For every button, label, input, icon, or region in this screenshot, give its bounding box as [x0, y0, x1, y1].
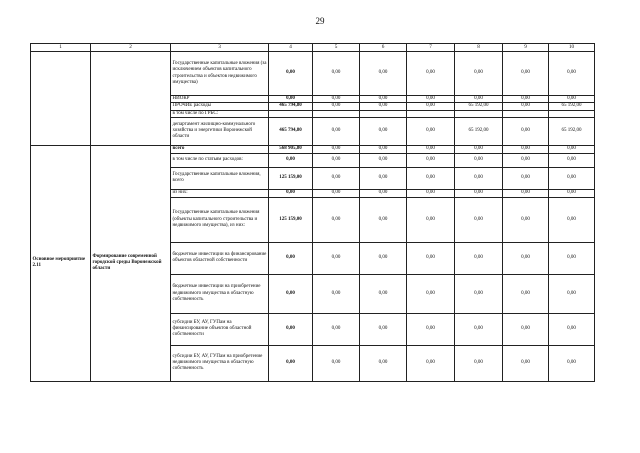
- expense-item-label: ПРОЧИЕ расходы: [171, 103, 269, 110]
- budget-table: [30, 43, 595, 382]
- amount-cell: 0,00: [503, 274, 549, 313]
- amount-cell: [313, 110, 360, 117]
- amount-cell: 0,00: [503, 242, 549, 274]
- amount-cell: 0,00: [407, 189, 455, 197]
- expense-item-label: НИОКР: [171, 96, 269, 103]
- amount-cell: 0,00: [549, 197, 595, 242]
- amount-cell: 0,00: [313, 167, 360, 189]
- total-amount-cell: 0,00: [269, 189, 313, 197]
- total-amount-cell: 125 159,00: [269, 197, 313, 242]
- amount-cell: 0,00: [503, 117, 549, 145]
- column-header: 5: [313, 44, 360, 52]
- total-amount-cell: 0,00: [269, 52, 313, 96]
- amount-cell: 0,00: [313, 145, 360, 153]
- expense-item-label: Государственные капитальные вложения (за исключением объектов капитального строительства и объектов недвижимого имущества): [171, 52, 269, 96]
- amount-cell: 65 192,00: [549, 103, 595, 110]
- amount-cell: 0,00: [313, 242, 360, 274]
- amount-cell: 65 192,00: [455, 103, 503, 110]
- amount-cell: 0,00: [360, 189, 407, 197]
- total-amount-cell: 0,00: [269, 345, 313, 381]
- expense-item-label: в том числе по ГРБС:: [171, 110, 269, 117]
- amount-cell: 0,00: [407, 103, 455, 110]
- amount-cell: 0,00: [407, 345, 455, 381]
- total-amount-cell: 0,00: [269, 96, 313, 103]
- amount-cell: [503, 110, 549, 117]
- amount-cell: 0,00: [407, 197, 455, 242]
- amount-cell: 0,00: [313, 103, 360, 110]
- total-amount-cell: 465 794,80: [269, 117, 313, 145]
- amount-cell: 0,00: [549, 189, 595, 197]
- amount-cell: 0,00: [407, 274, 455, 313]
- amount-cell: 0,00: [360, 145, 407, 153]
- amount-cell: 0,00: [549, 145, 595, 153]
- column-header: 2: [91, 44, 171, 52]
- amount-cell: 0,00: [360, 167, 407, 189]
- amount-cell: 0,00: [503, 96, 549, 103]
- section-prev-col2: [91, 52, 171, 146]
- amount-cell: 0,00: [455, 96, 503, 103]
- total-amount-cell: 568 905,80: [269, 145, 313, 153]
- section-prev-col1: [31, 52, 91, 146]
- amount-cell: 0,00: [549, 167, 595, 189]
- amount-cell: [549, 110, 595, 117]
- amount-cell: 0,00: [407, 242, 455, 274]
- amount-cell: 0,00: [313, 197, 360, 242]
- amount-cell: 0,00: [455, 145, 503, 153]
- amount-cell: 0,00: [360, 96, 407, 103]
- table-row: [31, 145, 595, 153]
- amount-cell: [360, 110, 407, 117]
- amount-cell: 0,00: [503, 197, 549, 242]
- amount-cell: 0,00: [455, 153, 503, 167]
- amount-cell: 0,00: [455, 274, 503, 313]
- amount-cell: 0,00: [313, 189, 360, 197]
- amount-cell: 0,00: [549, 52, 595, 96]
- amount-cell: 0,00: [549, 345, 595, 381]
- amount-cell: 0,00: [313, 153, 360, 167]
- amount-cell: 0,00: [503, 167, 549, 189]
- expense-item-label: бюджетные инвестиции на финансирование объектов областной собственности: [171, 242, 269, 274]
- column-header: 7: [407, 44, 455, 52]
- amount-cell: 0,00: [549, 153, 595, 167]
- total-amount-cell: 125 159,00: [269, 167, 313, 189]
- amount-cell: 0,00: [455, 313, 503, 345]
- total-amount-cell: 0,00: [269, 313, 313, 345]
- expense-item-label: субсидии БУ, АУ, ГУПам на финансирование объектов областной собственности: [171, 313, 269, 345]
- amount-cell: 0,00: [455, 189, 503, 197]
- amount-cell: 0,00: [313, 52, 360, 96]
- amount-cell: 0,00: [407, 145, 455, 153]
- amount-cell: 0,00: [407, 52, 455, 96]
- amount-cell: 0,00: [549, 274, 595, 313]
- total-amount-cell: 0,00: [269, 274, 313, 313]
- total-amount-cell: 0,00: [269, 242, 313, 274]
- amount-cell: 0,00: [407, 117, 455, 145]
- amount-cell: 0,00: [313, 117, 360, 145]
- amount-cell: 0,00: [407, 167, 455, 189]
- amount-cell: 65 192,00: [455, 117, 503, 145]
- amount-cell: 0,00: [360, 274, 407, 313]
- amount-cell: 65 192,00: [549, 117, 595, 145]
- amount-cell: 0,00: [455, 197, 503, 242]
- amount-cell: 0,00: [360, 197, 407, 242]
- expense-item-label: из них:: [171, 189, 269, 197]
- total-amount-cell: 0,00: [269, 153, 313, 167]
- measure-title: Формирование современной городской среды Воронежской области: [91, 145, 171, 381]
- amount-cell: 0,00: [503, 52, 549, 96]
- amount-cell: 0,00: [360, 153, 407, 167]
- amount-cell: 0,00: [360, 242, 407, 274]
- column-header: 10: [549, 44, 595, 52]
- amount-cell: 0,00: [313, 313, 360, 345]
- amount-cell: 0,00: [360, 52, 407, 96]
- amount-cell: 0,00: [549, 313, 595, 345]
- amount-cell: [455, 110, 503, 117]
- amount-cell: 0,00: [503, 189, 549, 197]
- column-header: 1: [31, 44, 91, 52]
- amount-cell: 0,00: [313, 345, 360, 381]
- amount-cell: [407, 110, 455, 117]
- total-amount-cell: [269, 110, 313, 117]
- amount-cell: 0,00: [503, 103, 549, 110]
- amount-cell: 0,00: [503, 345, 549, 381]
- amount-cell: 0,00: [407, 153, 455, 167]
- amount-cell: 0,00: [360, 345, 407, 381]
- column-header: 4: [269, 44, 313, 52]
- amount-cell: 0,00: [360, 103, 407, 110]
- expense-item-label: Государственные капитальные вложения, всего: [171, 167, 269, 189]
- header-row: [31, 44, 595, 52]
- expense-item-label: Государственные капитальные вложения (объекты капитального строительства и недвижимого имущества), из них:: [171, 197, 269, 242]
- amount-cell: 0,00: [503, 145, 549, 153]
- amount-cell: 0,00: [313, 96, 360, 103]
- table-body: [31, 52, 595, 382]
- amount-cell: 0,00: [503, 153, 549, 167]
- amount-cell: 0,00: [455, 345, 503, 381]
- expense-item-label: департамент жилищно-коммунального хозяйства и энергетики Воронежской области: [171, 117, 269, 145]
- amount-cell: 0,00: [503, 313, 549, 345]
- page-number: 29: [315, 16, 325, 26]
- amount-cell: 0,00: [455, 167, 503, 189]
- amount-cell: 0,00: [313, 274, 360, 313]
- total-amount-cell: 465 794,80: [269, 103, 313, 110]
- amount-cell: 0,00: [455, 242, 503, 274]
- amount-cell: 0,00: [360, 117, 407, 145]
- column-header: 6: [360, 44, 407, 52]
- expense-item-label: субсидии БУ, АУ, ГУПам на приобретение недвижимого имущества в областную собственность: [171, 345, 269, 381]
- expense-item-label: всего: [171, 145, 269, 153]
- expense-item-label: бюджетные инвестиции на приобретение недвижимого имущества в областную собственность: [171, 274, 269, 313]
- table-row: [31, 52, 595, 96]
- amount-cell: 0,00: [407, 96, 455, 103]
- amount-cell: 0,00: [360, 313, 407, 345]
- amount-cell: 0,00: [549, 96, 595, 103]
- measure-number: Основное мероприятие 2.11: [31, 145, 91, 381]
- expense-item-label: в том числе по статьям расходов:: [171, 153, 269, 167]
- amount-cell: 0,00: [549, 242, 595, 274]
- amount-cell: 0,00: [407, 313, 455, 345]
- column-header: 8: [455, 44, 503, 52]
- column-header: 9: [503, 44, 549, 52]
- amount-cell: 0,00: [455, 52, 503, 96]
- column-header: 3: [171, 44, 269, 52]
